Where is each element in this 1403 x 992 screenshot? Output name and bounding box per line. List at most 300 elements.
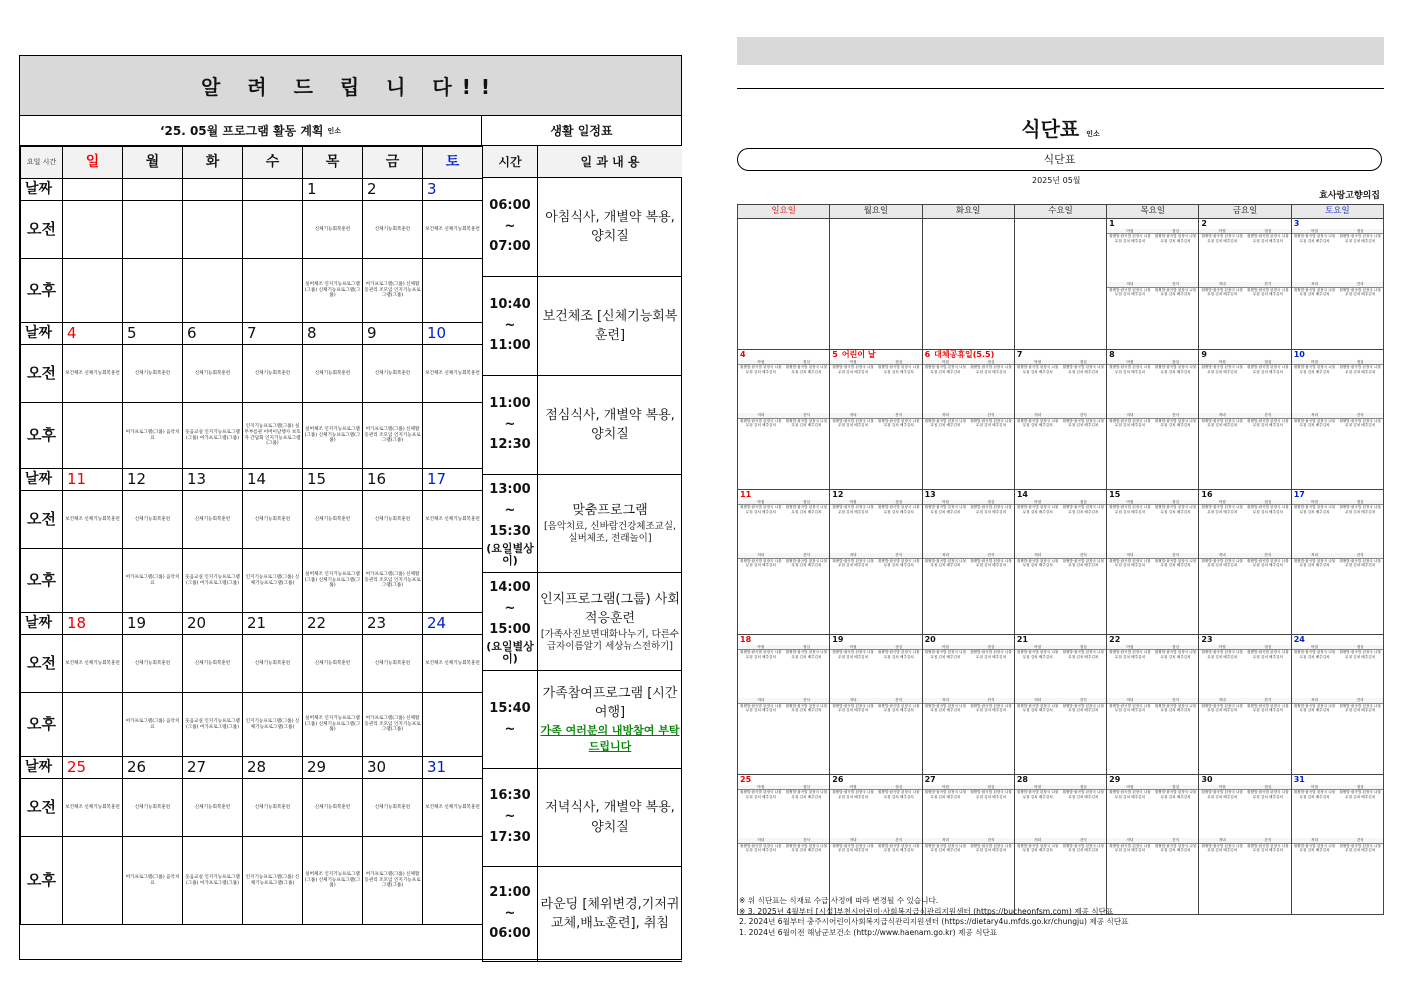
activity: 아침식사, 개별약 복용, 양치질 <box>545 209 675 244</box>
menu-day: 금요일 <box>1199 205 1291 219</box>
schedule-time <box>483 867 538 961</box>
date-cell: 20 <box>183 613 243 635</box>
meal-text: 흰쌀밥·잡곡밥 된장국 나물무침 김치 배추김치 <box>1247 790 1289 799</box>
time-part: 16:30 <box>489 788 531 804</box>
meal-items <box>1015 559 1106 607</box>
meal-text: 흰쌀밥·잡곡밥 된장국 나물무침 김치 배추김치 <box>1201 365 1244 374</box>
menu-day-cell <box>830 635 922 775</box>
meal-label: 아침 <box>1126 645 1134 649</box>
menu-day-cell <box>1107 219 1199 350</box>
meal-label: 저녁 <box>849 553 857 558</box>
meal-label: 점심 <box>1172 645 1180 649</box>
meal-items <box>1199 650 1290 698</box>
am-program: 신체기능회복훈련 <box>303 779 363 837</box>
am-program <box>183 201 243 259</box>
meal-items <box>923 505 1014 553</box>
am-row <box>21 779 483 837</box>
meal-items <box>1015 419 1106 467</box>
meal-text: 흰쌀밥·잡곡밥 된장국 나물무침 김치 배추김치 <box>970 703 1012 713</box>
menu-day-cell <box>1014 219 1106 350</box>
am-program: 보건체조 신체기능회복훈련 <box>423 635 483 693</box>
meal-label: 아침 <box>1034 645 1042 649</box>
am-program: 신체기능회복훈련 <box>123 779 183 837</box>
date-cell: 9 <box>363 323 423 345</box>
meal-label: 아침 <box>757 500 765 504</box>
menu-day-cell <box>922 219 1014 350</box>
date-cell: 19 <box>123 613 183 635</box>
date-num: 2 <box>1201 219 1207 228</box>
pm-program: 여가프로그램(그룹) 신체활동관리 조모임 인지기능프로그램(그룹) <box>363 259 423 323</box>
meal-label: 점심 <box>1264 785 1272 789</box>
date-cell: 3 <box>423 179 483 201</box>
meal-label: 간식 <box>987 698 995 703</box>
meal-text: 흰쌀밥·잡곡밥 된장국 나물무침 김치 배추김치 <box>1339 790 1381 799</box>
meal-text: 흰쌀밥·잡곡밥 된장국 나물무침 김치 배추김치 <box>924 558 967 568</box>
meal-text: 흰쌀밥·잡곡밥 된장국 나물무침 김치 배추김치 <box>1247 650 1289 659</box>
meal-label: 간식 <box>1356 698 1364 703</box>
meal-text: 흰쌀밥·잡곡밥 된장국 나물무침 김치 배추김치 <box>740 650 782 659</box>
menu-date-number <box>1015 350 1106 360</box>
date-row <box>21 469 483 491</box>
day-header: 금 <box>363 147 423 179</box>
menu-note: ※ 위 식단표는 식재료 수급 사정에 따라 변경될 수 있습니다. <box>739 896 939 905</box>
plan-title: ‘25. 05월 프로그램 활동 계획 인소 <box>20 116 482 145</box>
date-cell: 11 <box>63 469 123 491</box>
meal-items <box>1199 419 1290 467</box>
meal-text: 흰쌀밥·잡곡밥 된장국 나물무침 김치 배추김치 <box>1201 843 1244 853</box>
meal-label: 아침 <box>1218 785 1226 789</box>
holiday-name: 대체공휴일(5.5) <box>934 350 995 359</box>
meal-items <box>738 505 829 553</box>
menu-day-cell <box>1199 219 1291 350</box>
meal-label: 점심 <box>1356 500 1364 504</box>
meal-label: 아침 <box>1311 645 1318 649</box>
pm-program <box>243 259 303 323</box>
meal-label: 간식 <box>1172 838 1180 843</box>
day-header: 월 <box>123 147 183 179</box>
activity-note: [음악치료, 신바람건강체조교실, 실버체조, 전래놀이] <box>543 520 677 545</box>
meal-label: 저녁 <box>941 413 949 418</box>
am-program: 신체기능회복훈련 <box>363 635 423 693</box>
meal-label: 간식 <box>1172 413 1180 418</box>
meal-label: 점심 <box>1264 229 1272 233</box>
menu-day-cell <box>1199 490 1291 635</box>
meal-items <box>830 365 921 413</box>
date-cell <box>243 179 303 201</box>
meal-items <box>1292 650 1383 698</box>
meal-label: 저녁 <box>941 698 949 703</box>
meal-label: 저녁 <box>1311 413 1318 418</box>
meal-label: 간식 <box>895 838 903 843</box>
meal-text: 흰쌀밥·잡곡밥 된장국 나물무침 김치 배추김치 <box>1339 287 1381 297</box>
row-label: 오전 <box>21 201 63 259</box>
meal-label: 아침 <box>1311 360 1318 364</box>
activity-highlight: 가족 여러분의 내방참여 부탁드립니다 <box>540 723 680 753</box>
am-program: 보건체조 신체기능회복훈련 <box>63 345 123 403</box>
meal-text: 흰쌀밥·잡곡밥 된장국 나물무침 김치 배추김치 <box>1016 790 1059 799</box>
date-num: 24 <box>1293 635 1305 644</box>
meal-label: 점심 <box>1079 785 1087 789</box>
meal-items <box>1107 650 1198 698</box>
meal-text: 흰쌀밥·잡곡밥 된장국 나물무침 김치 배추김치 <box>1109 650 1151 659</box>
row-label: 날짜 <box>21 613 63 635</box>
meal-text: 흰쌀밥·잡곡밥 된장국 나물무침 김치 배추김치 <box>970 418 1012 428</box>
schedule-content <box>538 178 682 276</box>
meal-text: 흰쌀밥·잡곡밥 된장국 나물무침 김치 배추김치 <box>970 558 1012 568</box>
meal-label: 저녁 <box>757 838 765 843</box>
date-cell: 21 <box>243 613 303 635</box>
meal-label: 점심 <box>987 360 995 364</box>
pm-program: 여가프로그램(그룹) 음악치료 <box>123 549 183 613</box>
meal-label: 점심 <box>987 500 995 504</box>
date-cell: 27 <box>183 757 243 779</box>
time-part: ~ <box>504 601 516 616</box>
meal-label: 점심 <box>802 645 810 649</box>
day-header: 목 <box>303 147 363 179</box>
meal-label: 저녁 <box>1126 413 1134 418</box>
meal-text: 흰쌀밥·잡곡밥 된장국 나물무침 김치 배추김치 <box>1339 418 1381 428</box>
row-label: 오전 <box>21 779 63 837</box>
meal-text: 흰쌀밥·잡곡밥 된장국 나물무침 김치 배추김치 <box>1293 843 1336 853</box>
schedule-content <box>538 769 682 866</box>
meal-label: 아침 <box>941 645 949 649</box>
meal-items <box>738 559 829 607</box>
meal-label: 점심 <box>1172 360 1180 364</box>
menu-date-number <box>1015 775 1106 785</box>
meal-text: 흰쌀밥·잡곡밥 된장국 나물무침 김치 배추김치 <box>1154 234 1197 243</box>
menu-day-header <box>738 205 1384 219</box>
meal-label: 아침 <box>1126 500 1134 504</box>
menu-date-number <box>1107 635 1198 645</box>
meal-text: 흰쌀밥·잡곡밥 된장국 나물무침 김치 배추김치 <box>877 505 920 514</box>
menu-note: ※ 3. 2025년 4월부터 [시설]부천시어린이·사회복지급식관리지원센터 (https://bucheonfsm.com) 제공 식단표 <box>739 906 1114 916</box>
time-note: (요일별상이) <box>486 541 534 567</box>
pm-program <box>423 837 483 925</box>
meal-text: 흰쌀밥·잡곡밥 된장국 나물무침 김치 배추김치 <box>1201 234 1244 243</box>
meal-text: 흰쌀밥·잡곡밥 된장국 나물무침 김치 배추김치 <box>785 650 828 659</box>
meal-items <box>738 650 829 698</box>
meal-text: 흰쌀밥·잡곡밥 된장국 나물무침 김치 배추김치 <box>1201 287 1244 297</box>
meal-text: 흰쌀밥·잡곡밥 된장국 나물무침 김치 배추김치 <box>832 790 874 799</box>
meal-text: 흰쌀밥·잡곡밥 된장국 나물무침 김치 배추김치 <box>1339 650 1381 659</box>
meal-text: 흰쌀밥·잡곡밥 된장국 나물무침 김치 배추김치 <box>1293 365 1336 374</box>
am-program: 신체기능회복훈련 <box>303 635 363 693</box>
date-cell: 8 <box>303 323 363 345</box>
meal-label: 간식 <box>802 553 810 558</box>
meal-text: 흰쌀밥·잡곡밥 된장국 나물무침 김치 배추김치 <box>924 790 967 799</box>
meal-text: 흰쌀밥·잡곡밥 된장국 나물무침 김치 배추김치 <box>1154 418 1197 428</box>
meal-items <box>1199 704 1290 752</box>
menu-day-cell <box>1014 490 1106 635</box>
meal-label: 저녁 <box>1126 553 1134 558</box>
pm-program <box>423 693 483 757</box>
meal-items <box>1292 505 1383 553</box>
pm-program <box>63 259 123 323</box>
date-row <box>21 323 483 345</box>
meal-text: 흰쌀밥·잡곡밥 된장국 나물무침 김치 배추김치 <box>1201 703 1244 713</box>
menu-day-cell <box>922 635 1014 775</box>
menu-day-cell <box>1291 219 1383 350</box>
meal-label: 저녁 <box>1311 553 1318 558</box>
meal-label: 아침 <box>1034 360 1042 364</box>
menu-date-number <box>1199 635 1290 645</box>
schedule-row <box>483 376 682 475</box>
menu-date-number <box>1292 490 1383 500</box>
meal-items <box>830 650 921 698</box>
meal-label: 아침 <box>1218 229 1226 233</box>
date-num: 9 <box>1201 350 1207 359</box>
meal-text: 흰쌀밥·잡곡밥 된장국 나물무침 김치 배추김치 <box>740 418 782 428</box>
meal-label: 저녁 <box>941 553 949 558</box>
menu-date-number <box>830 350 921 360</box>
meal-text: 흰쌀밥·잡곡밥 된장국 나물무침 김치 배추김치 <box>1339 703 1381 713</box>
time-part: 15:00 <box>489 621 531 637</box>
time-part: ~ <box>504 905 516 921</box>
pm-program <box>423 549 483 613</box>
meal-label: 저녁 <box>1218 282 1226 287</box>
meal-label: 간식 <box>1264 553 1272 558</box>
meal-text: 흰쌀밥·잡곡밥 된장국 나물무침 김치 배추김치 <box>1016 505 1059 514</box>
menu-date-number <box>923 350 1014 360</box>
meal-label: 점심 <box>1356 785 1364 789</box>
meal-label: 저녁 <box>1034 838 1042 843</box>
meal-label: 아침 <box>1311 229 1318 233</box>
row-label: 오후 <box>21 403 63 469</box>
schedule-content <box>538 475 682 572</box>
meal-text: 흰쌀밥·잡곡밥 된장국 나물무침 김치 배추김치 <box>1109 703 1151 713</box>
meal-text: 흰쌀밥·잡곡밥 된장국 나물무침 김치 배추김치 <box>877 650 920 659</box>
meal-text: 흰쌀밥·잡곡밥 된장국 나물무침 김치 배추김치 <box>1016 418 1059 428</box>
time-part: 15:40 <box>489 700 531 716</box>
meal-text: 흰쌀밥·잡곡밥 된장국 나물무침 김치 배추김치 <box>924 843 967 853</box>
menu-date-number <box>830 635 921 645</box>
meal-text: 흰쌀밥·잡곡밥 된장국 나물무침 김치 배추김치 <box>832 558 874 568</box>
meal-label: 간식 <box>1264 282 1272 287</box>
menu-day-cell <box>1014 775 1106 915</box>
am-program: 신체기능회복훈련 <box>183 635 243 693</box>
row-label: 오후 <box>21 837 63 925</box>
program-calendar <box>20 146 483 925</box>
date-num: 21 <box>1016 635 1028 644</box>
pm-row <box>21 259 483 323</box>
notice-title: 알 려 드 립 니 다!! <box>20 56 681 116</box>
am-program: 신체기능회복훈련 <box>363 201 423 259</box>
menu-day-cell <box>1107 350 1199 490</box>
meal-text: 흰쌀밥·잡곡밥 된장국 나물무침 김치 배추김치 <box>1339 558 1381 568</box>
meal-items <box>1015 844 1106 892</box>
am-program: 신체기능회복훈련 <box>243 491 303 549</box>
date-num: 3 <box>1293 219 1300 228</box>
time-part: ~ <box>504 416 516 432</box>
meal-text: 흰쌀밥·잡곡밥 된장국 나물무침 김치 배추김치 <box>832 703 874 713</box>
date-cell: 25 <box>63 757 123 779</box>
meal-items <box>1107 419 1198 467</box>
meal-label: 점심 <box>1079 360 1087 364</box>
pm-program: 여가프로그램(그룹) 신체활동관리 조모임 인지기능프로그램(그룹) <box>363 403 423 469</box>
time-part: 11:00 <box>489 338 531 354</box>
menu-day-cell <box>1107 635 1199 775</box>
menu-date-number <box>923 490 1014 500</box>
meal-label: 아침 <box>1126 229 1134 233</box>
date-num: 19 <box>832 635 844 644</box>
meal-label: 점심 <box>895 785 903 789</box>
activity: 가족참여프로그램 [시간여행] <box>542 685 678 720</box>
meal-text: 흰쌀밥·잡곡밥 된장국 나물무침 김치 배추김치 <box>785 365 828 374</box>
schedule-content <box>538 867 682 961</box>
meal-items <box>923 704 1014 752</box>
meal-text: 흰쌀밥·잡곡밥 된장국 나물무침 김치 배추김치 <box>1293 287 1336 297</box>
time-part: ~ <box>504 809 516 825</box>
date-cell: 22 <box>303 613 363 635</box>
meal-text: 흰쌀밥·잡곡밥 된장국 나물무침 김치 배추김치 <box>785 418 828 428</box>
date-num: 12 <box>832 490 844 499</box>
meal-items <box>1107 234 1198 282</box>
am-program: 보건체조 신체기능회복훈련 <box>423 491 483 549</box>
meal-text: 흰쌀밥·잡곡밥 된장국 나물무침 김치 배추김치 <box>1293 558 1336 568</box>
meal-items <box>830 704 921 752</box>
menu-notes <box>739 896 1128 939</box>
meal-items <box>1015 365 1106 413</box>
meal-text: 흰쌀밥·잡곡밥 된장국 나물무침 김치 배추김치 <box>1154 843 1197 853</box>
date-cell <box>123 179 183 201</box>
pm-program <box>123 259 183 323</box>
am-program: 보건체조 신체기능회복훈련 <box>423 779 483 837</box>
activity: 저녁식사, 개별약 복용, 양치질 <box>545 800 675 835</box>
pm-program: 인지기능프로그램(그룹) 실무부름관 어버이날행사 보호자 간담회 인지기능프로그램(그룹) <box>243 403 303 469</box>
meal-text: 흰쌀밥·잡곡밥 된장국 나물무침 김치 배추김치 <box>1062 365 1105 374</box>
meal-text: 흰쌀밥·잡곡밥 된장국 나물무침 김치 배추김치 <box>970 650 1012 659</box>
date-cell: 15 <box>303 469 363 491</box>
am-program: 신체기능회복훈련 <box>303 345 363 403</box>
date-cell: 30 <box>363 757 423 779</box>
menu-day-cell <box>1199 635 1291 775</box>
meal-label: 점심 <box>1356 229 1364 233</box>
schedule-title: 생활 일정표 <box>550 124 613 138</box>
meal-items <box>738 365 829 413</box>
activity: 라운딩 [체위변경,기저귀교체,배뇨훈련], 취침 <box>540 896 680 931</box>
date-cell: 1 <box>303 179 363 201</box>
meal-text: 흰쌀밥·잡곡밥 된장국 나물무침 김치 배추김치 <box>1154 558 1197 568</box>
meal-label: 아침 <box>1034 785 1042 789</box>
meal-text: 흰쌀밥·잡곡밥 된장국 나물무침 김치 배추김치 <box>1339 365 1381 374</box>
day-header-row <box>21 147 483 179</box>
meal-label: 점심 <box>1079 645 1087 649</box>
date-row <box>21 613 483 635</box>
date-num: 23 <box>1201 635 1213 644</box>
meal-items <box>830 790 921 838</box>
menu-day: 목요일 <box>1107 205 1199 219</box>
date-cell: 26 <box>123 757 183 779</box>
menu-day: 화요일 <box>922 205 1014 219</box>
meal-label: 간식 <box>1356 413 1364 418</box>
pm-program: 웃음교실 인지기능프로그램(그룹) 여가프로그램(그룹) <box>183 549 243 613</box>
menu-day-cell <box>738 490 830 635</box>
meal-label: 간식 <box>895 413 903 418</box>
meal-text: 흰쌀밥·잡곡밥 된장국 나물무침 김치 배추김치 <box>877 843 920 853</box>
meal-label: 아침 <box>941 785 949 789</box>
schedule-time <box>483 769 538 866</box>
meal-items <box>830 505 921 553</box>
meal-text: 흰쌀밥·잡곡밥 된장국 나물무침 김치 배추김치 <box>877 790 920 799</box>
meal-label: 간식 <box>1172 282 1180 287</box>
meal-text: 흰쌀밥·잡곡밥 된장국 나물무침 김치 배추김치 <box>832 650 874 659</box>
holiday-name: 어린이 날 <box>841 350 876 359</box>
pm-program: 인지기능프로그램(그룹) 신체기능프로그램(그룹) <box>243 549 303 613</box>
meal-label: 아침 <box>849 500 857 504</box>
meal-label: 아침 <box>1218 360 1226 364</box>
meal-text: 흰쌀밥·잡곡밥 된장국 나물무침 김치 배추김치 <box>1109 365 1151 374</box>
time-part: ~ <box>504 503 516 518</box>
date-num: 28 <box>1016 775 1028 784</box>
meal-text: 흰쌀밥·잡곡밥 된장국 나물무침 김치 배추김치 <box>924 365 967 374</box>
meal-items <box>923 365 1014 413</box>
meal-text: 흰쌀밥·잡곡밥 된장국 나물무침 김치 배추김치 <box>1109 234 1151 243</box>
row-label: 오전 <box>21 345 63 403</box>
date-cell: 14 <box>243 469 303 491</box>
meal-text: 흰쌀밥·잡곡밥 된장국 나물무침 김치 배추김치 <box>1247 287 1289 297</box>
menu-day-cell <box>738 635 830 775</box>
pm-program: 웃음교실 인지기능프로그램(그룹) 여가프로그램(그룹) <box>183 837 243 925</box>
menu-date-number <box>738 350 829 360</box>
meal-text: 흰쌀밥·잡곡밥 된장국 나물무침 김치 배추김치 <box>1339 234 1381 243</box>
menu-week-row <box>738 219 1384 350</box>
date-cell: 28 <box>243 757 303 779</box>
meal-text: 흰쌀밥·잡곡밥 된장국 나물무침 김치 배추김치 <box>1016 365 1059 374</box>
time-part: 06:00 <box>489 197 531 213</box>
meal-items <box>1199 559 1290 607</box>
meal-text: 흰쌀밥·잡곡밥 된장국 나물무침 김치 배추김치 <box>1154 287 1197 297</box>
meal-items <box>738 844 829 892</box>
menu-day-cell <box>1291 490 1383 635</box>
menu-date-number <box>1199 350 1290 360</box>
menu-date-number <box>830 775 921 785</box>
meal-label: 점심 <box>987 785 995 789</box>
date-cell: 24 <box>423 613 483 635</box>
row-label: 날짜 <box>21 757 63 779</box>
meal-text: 흰쌀밥·잡곡밥 된장국 나물무침 김치 배추김치 <box>1016 558 1059 568</box>
meal-label: 간식 <box>802 838 810 843</box>
menu-day-cell <box>1291 635 1383 775</box>
meal-label: 점심 <box>895 645 903 649</box>
meal-label: 점심 <box>895 360 903 364</box>
row-label: 오전 <box>21 491 63 549</box>
meal-label: 저녁 <box>849 838 857 843</box>
menu-day-cell <box>830 219 922 350</box>
schedule-content <box>538 573 682 670</box>
menu-date-number <box>1015 635 1106 645</box>
program-notice-panel <box>19 55 682 960</box>
meal-items <box>1015 505 1106 553</box>
pm-program: 여가프로그램(그룹) 신체활동관리 조모임 인지기능프로그램(그룹) <box>363 837 423 925</box>
meal-items <box>1107 288 1198 336</box>
menu-table <box>737 204 1384 915</box>
date-num: 7 <box>1016 350 1023 359</box>
meal-text: 흰쌀밥·잡곡밥 된장국 나물무침 김치 배추김치 <box>832 843 874 853</box>
am-program: 신체기능회복훈련 <box>183 779 243 837</box>
date-row <box>21 179 483 201</box>
menu-note: 1. 2024년 6월이전 해남군보건소 (http://www.haenam.go.kr) 제공 식단표 <box>739 927 998 937</box>
meal-text: 흰쌀밥·잡곡밥 된장국 나물무침 김치 배추김치 <box>1154 650 1197 659</box>
meal-text: 흰쌀밥·잡곡밥 된장국 나물무침 김치 배추김치 <box>1201 790 1244 799</box>
meal-menu-panel <box>737 37 1384 960</box>
meal-text: 흰쌀밥·잡곡밥 된장국 나물무침 김치 배추김치 <box>1154 703 1197 713</box>
meal-label: 점심 <box>1264 500 1272 504</box>
meal-label: 저녁 <box>849 698 857 703</box>
am-program: 신체기능회복훈련 <box>243 345 303 403</box>
pm-program <box>183 259 243 323</box>
date-num: 14 <box>1016 490 1028 499</box>
activity: 보건체조 [신체기능회복훈련] <box>542 308 678 343</box>
